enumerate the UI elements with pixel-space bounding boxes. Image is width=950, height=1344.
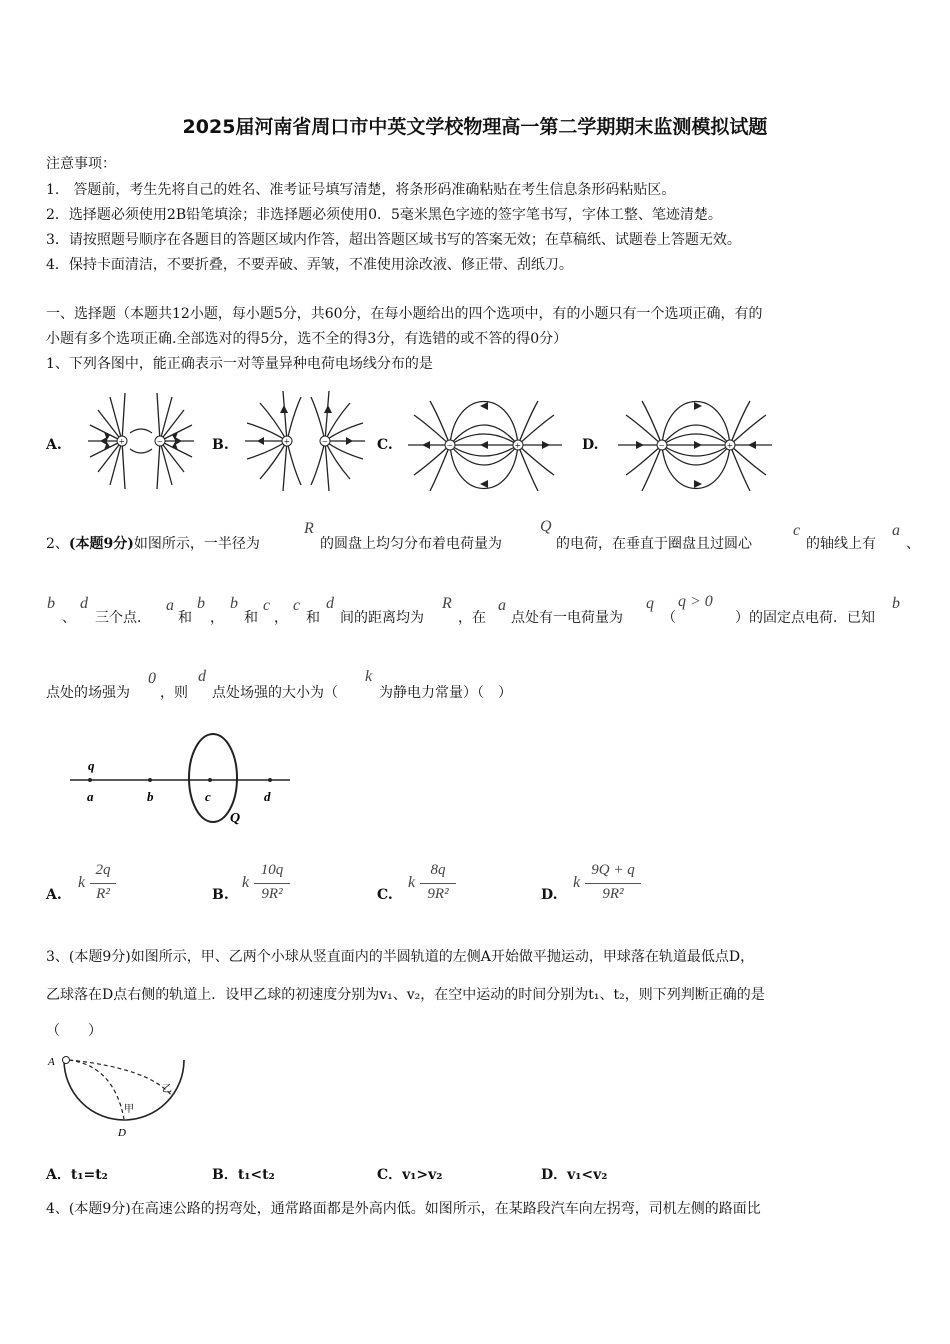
- q1d-charge-2: +: [727, 441, 733, 452]
- q1a-charge-2: −: [157, 437, 163, 448]
- formula-k: k: [242, 874, 250, 891]
- q3-line-1: 3、(本题9分)如图所示，甲、乙两个小球从竖直面内的半圆轨道的左侧A开始做平抛运动，甲球落在轨道最低点D，: [46, 949, 755, 965]
- q2-figure-disk: [68, 730, 298, 830]
- q2-var-c: c: [293, 597, 301, 614]
- formula-numerator: 2q: [95, 862, 111, 878]
- fig-label-b: b: [147, 789, 154, 804]
- q1-option-c-label: C.: [377, 437, 393, 453]
- q2-text: 为静电力常量）（ ）: [379, 685, 512, 701]
- q2-option-b-formula: [242, 862, 292, 910]
- formula-k: k: [408, 874, 416, 891]
- q2-var-Q: Q: [540, 518, 552, 535]
- q2-number: 2、: [46, 536, 69, 552]
- q3-line-3: （ ）: [46, 1023, 102, 1039]
- q2-text: 的轴线上有: [806, 536, 876, 552]
- q2-text: 点处的场强为: [46, 685, 130, 701]
- q2-text: ，: [274, 610, 288, 626]
- q2-var-b: b: [892, 595, 900, 612]
- q2-option-a-label: A.: [46, 887, 62, 903]
- q2-text: 、: [906, 536, 920, 552]
- q2-var-c: c: [793, 522, 801, 539]
- q1-option-a-label: A.: [46, 437, 62, 453]
- q2-text: 三个点．: [95, 610, 151, 626]
- q2-var-d: d: [326, 595, 334, 612]
- q2-line-1: [46, 533, 260, 553]
- formula-denominator: R²: [96, 886, 110, 902]
- q2-var-b: b: [197, 595, 205, 612]
- q1-stem: 1、下列各图中，能正确表示一对等量异种电荷电场线分布的是: [46, 356, 433, 372]
- section-heading-cont: 小题有多个选项正确.全部选对的得5分，选不全的得3分，有选错的或不答的得0分）: [46, 331, 568, 347]
- q2-option-d-label: D.: [541, 887, 558, 903]
- q3-option-d: D．v₁<v₂: [541, 1167, 608, 1183]
- q2-text: 如图所示，一半径为: [133, 536, 260, 552]
- formula-k: k: [573, 874, 581, 891]
- q2-text: 和: [306, 610, 320, 626]
- q2-option-a-formula: [78, 862, 118, 910]
- fig-label-a: a: [87, 789, 94, 804]
- q2-text: ，在: [458, 610, 486, 626]
- fig-label-q: q: [88, 758, 95, 773]
- q2-var-b: b: [47, 595, 55, 612]
- q2-var-R: R: [304, 520, 314, 537]
- q3-option-a: A．t₁=t₂: [46, 1167, 108, 1183]
- q2-var-q-positive: q > 0: [678, 593, 713, 610]
- formula-denominator: 9R²: [261, 886, 283, 902]
- q2-option-c-label: C.: [377, 887, 393, 903]
- q2-var-q: q: [646, 595, 654, 612]
- q2-text: 和: [178, 610, 192, 626]
- q1-figure-b: [235, 385, 375, 500]
- q4-line-1: 4、(本题9分)在高速公路的拐弯处，通常路面都是外高内低。如图所示，在某路段汽车向左拐弯，司机左侧的路面比: [46, 1201, 761, 1217]
- q2-text: ，则: [160, 685, 188, 701]
- formula-denominator: 9R²: [427, 886, 449, 902]
- q2-var-b: b: [230, 595, 238, 612]
- q2-text: 的圆盘上均匀分布着电荷量为: [320, 536, 502, 552]
- q1c-charge-2: +: [515, 441, 521, 452]
- q1-figure-c: [400, 395, 570, 500]
- q2-var-d: d: [198, 668, 206, 685]
- q2-text: ）的固定点电荷．已知: [735, 610, 875, 626]
- q2-text: 的电荷，在垂直于圈盘且过圆心: [556, 536, 752, 552]
- q2-option-c-formula: [408, 862, 458, 910]
- fig-label-yi: 乙: [162, 1084, 172, 1095]
- q2-score: (本题9分): [68, 536, 134, 552]
- q2-option-b-label: B.: [212, 887, 229, 903]
- notice-item: 1. 答题前，考生先将自己的姓名、准考证号填写清楚，将条形码准确粘贴在考生信息条形码粘贴区。: [46, 182, 676, 198]
- q3-figure-semicircle: [44, 1048, 194, 1143]
- fig-label-A: A: [48, 1056, 55, 1068]
- q3-option-b: B．t₁<t₂: [212, 1167, 275, 1183]
- q2-var-d: d: [80, 595, 88, 612]
- q2-var-a: a: [166, 597, 174, 614]
- fig-label-c: c: [205, 789, 211, 804]
- q1-option-d-label: D.: [582, 437, 599, 453]
- fig-label-d: d: [264, 789, 271, 804]
- fig-label-jia: 甲: [124, 1104, 134, 1115]
- q1-figure-d: [610, 395, 780, 500]
- q2-text: （: [662, 610, 676, 626]
- notice-item: 2．选择题必须使用2B铅笔填涂；非选择题必须使用0．5毫米黑色字迹的签字笔书写，字体工整、笔迹清楚。: [46, 207, 722, 223]
- q1b-charge-2: −: [322, 437, 328, 448]
- q2-text: 点处有一电荷量为: [511, 610, 623, 626]
- formula-numerator: 9Q + q: [591, 862, 635, 878]
- q2-var-R: R: [442, 595, 452, 612]
- q3-line-2: 乙球落在D点右侧的轨道上．设甲乙球的初速度分别为v₁、v₂，在空中运动的时间分别为t₁、t₂，则下列判断正确的是: [46, 987, 765, 1003]
- formula-numerator: 8q: [430, 862, 446, 878]
- page-title: 2025届河南省周口市中英文学校物理高一第二学期期末监测模拟试题: [182, 116, 768, 138]
- q2-text: 、: [62, 610, 76, 626]
- fig-label-D: D: [118, 1127, 126, 1139]
- q2-text: ，: [210, 610, 224, 626]
- q1b-charge-1: +: [284, 437, 290, 448]
- q1-figure-a: [70, 385, 210, 500]
- section-heading: 一、选择题（本题共12小题，每小题5分，共60分，在每小题给出的四个选项中，有的小题只有一个选项正确，有的: [46, 306, 763, 322]
- q2-var-k: k: [365, 668, 373, 685]
- q2-var-a: a: [892, 522, 900, 539]
- q1a-charge-1: +: [119, 437, 125, 448]
- notice-item: 4．保持卡面清洁，不要折叠，不要弄破、弄皱，不准使用涂改液、修正带、刮纸刀。: [46, 257, 573, 273]
- q2-var-zero: 0: [148, 670, 156, 687]
- q2-var-a: a: [498, 597, 506, 614]
- q2-var-c: c: [263, 597, 271, 614]
- notice-heading: 注意事项：: [46, 156, 116, 172]
- q2-text: 点处场强的大小为（: [212, 685, 338, 701]
- q2-text: 间的距离均为: [340, 610, 424, 626]
- formula-numerator: 10q: [260, 862, 284, 878]
- formula-denominator: 9R²: [602, 886, 624, 902]
- formula-k: k: [78, 874, 86, 891]
- q1d-charge-1: −: [659, 441, 665, 452]
- q2-text: 和: [244, 610, 258, 626]
- fig-label-Q: Q: [230, 811, 241, 826]
- q1c-charge-1: −: [447, 441, 453, 452]
- q2-option-d-formula: [573, 862, 643, 910]
- q1-option-b-label: B.: [212, 437, 229, 453]
- notice-item: 3．请按照题号顺序在各题目的答题区域内作答，超出答题区域书写的答案无效；在草稿纸、试题卷上答题无效。: [46, 232, 741, 248]
- q3-option-c: C．v₁>v₂: [377, 1167, 443, 1183]
